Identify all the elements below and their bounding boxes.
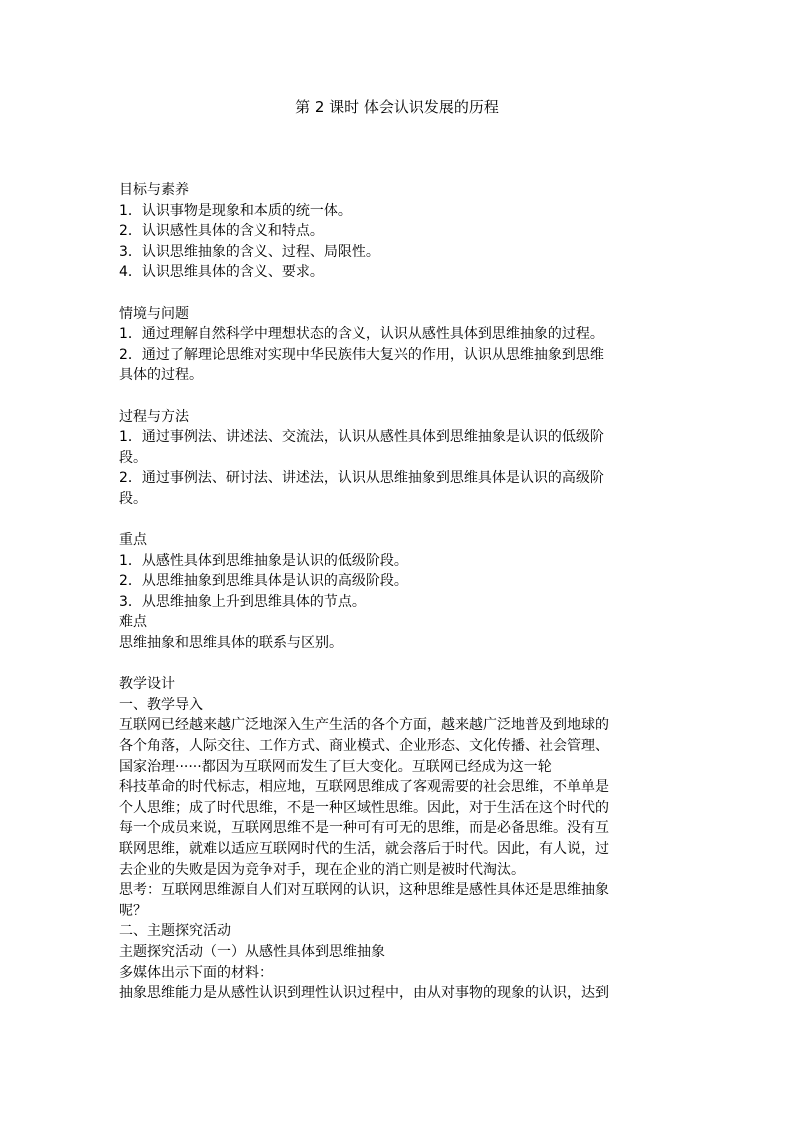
key-item: 2．从思维抽象到思维具体是认识的高级阶段。 <box>119 573 408 590</box>
goal-item: 2．认识感性具体的含义和特点。 <box>119 223 324 240</box>
situation-line: 具体的过程。 <box>119 367 203 384</box>
difficulty-heading: 难点 <box>119 614 147 631</box>
document-body <box>119 180 679 1004</box>
intro-line: 互联网已经越来越广泛地深入生产生活的各个方面，越来越广泛地普及到地球的 <box>119 717 609 734</box>
intro-line: 国家治理······都因为互联网而发生了巨大变化。互联网已经成为这一轮 <box>119 758 552 775</box>
intro-line: 各个角落，人际交往、工作方式、商业模式、企业形态、文化传播、社会管理、 <box>119 738 609 755</box>
page-title: 第 2 课时 体会认识发展的历程 <box>295 98 499 116</box>
design-heading: 教学设计 <box>119 676 175 693</box>
intro-line: 每一个成员来说，互联网思维不是一种可有可无的思维，而是必备思维。没有互 <box>119 820 609 837</box>
key-heading: 重点 <box>119 532 147 549</box>
process-heading: 过程与方法 <box>119 408 189 425</box>
situation-line: 1．通过理解自然科学中理想状态的含义，认识从感性具体到思维抽象的过程。 <box>119 326 604 343</box>
intro-line: 科技革命的时代标志，相应地，互联网思维成了客观需要的社会思维，不单单是 <box>119 779 609 796</box>
goals-heading: 目标与素养 <box>119 182 189 198</box>
process-line: 2．通过事例法、研讨法、讲述法，认识从思维抽象到思维具体是认识的高级阶 <box>119 470 604 487</box>
situation-heading: 情境与问题 <box>119 305 189 322</box>
intro-line: 去企业的失败是因为竞争对手，现在企业的消亡则是被时代淘汰。 <box>119 861 525 878</box>
intro-line: 联网思维，就难以适应互联网时代的生活，就会落后于时代。因此，有人说，过 <box>119 841 609 857</box>
intro-heading: 一、教学导入 <box>119 696 203 713</box>
situation-line: 2．通过了解理论思维对实现中华民族伟大复兴的作用，认识从思维抽象到思维 <box>119 346 604 363</box>
material-line: 抽象思维能力是从感性认识到理性认识过程中，由从对事物的现象的认识，达到 <box>119 985 609 1002</box>
difficulty-text: 思维抽象和思维具体的联系与区别。 <box>119 635 343 652</box>
think-line: 思考：互联网思维源自人们对互联网的认识，这种思维是感性具体还是思维抽象 <box>119 882 609 899</box>
activity-heading: 二、主题探究活动 <box>119 923 231 940</box>
key-item: 1．从感性具体到思维抽象是认识的低级阶段。 <box>119 552 408 569</box>
goal-item: 3．认识思维抽象的含义、过程、局限性。 <box>119 243 380 260</box>
key-item: 3．从思维抽象上升到思维具体的节点。 <box>119 593 366 610</box>
goal-item: 4．认识思维具体的含义、要求。 <box>119 264 324 281</box>
intro-line: 个人思维；成了时代思维，不是一种区域性思维。因此，对于生活在这个时代的 <box>119 799 609 816</box>
goal-item: 1．认识事物是现象和本质的统一体。 <box>119 202 352 219</box>
process-line: 段。 <box>119 490 147 507</box>
process-line: 1．通过事例法、讲述法、交流法，认识从感性具体到思维抽象是认识的低级阶 <box>119 429 604 446</box>
media-line: 多媒体出示下面的材料： <box>119 964 273 981</box>
activity-subheading: 主题探究活动（一）从感性具体到思维抽象 <box>119 943 385 960</box>
think-line: 呢？ <box>119 902 147 919</box>
process-line: 段。 <box>119 449 147 466</box>
